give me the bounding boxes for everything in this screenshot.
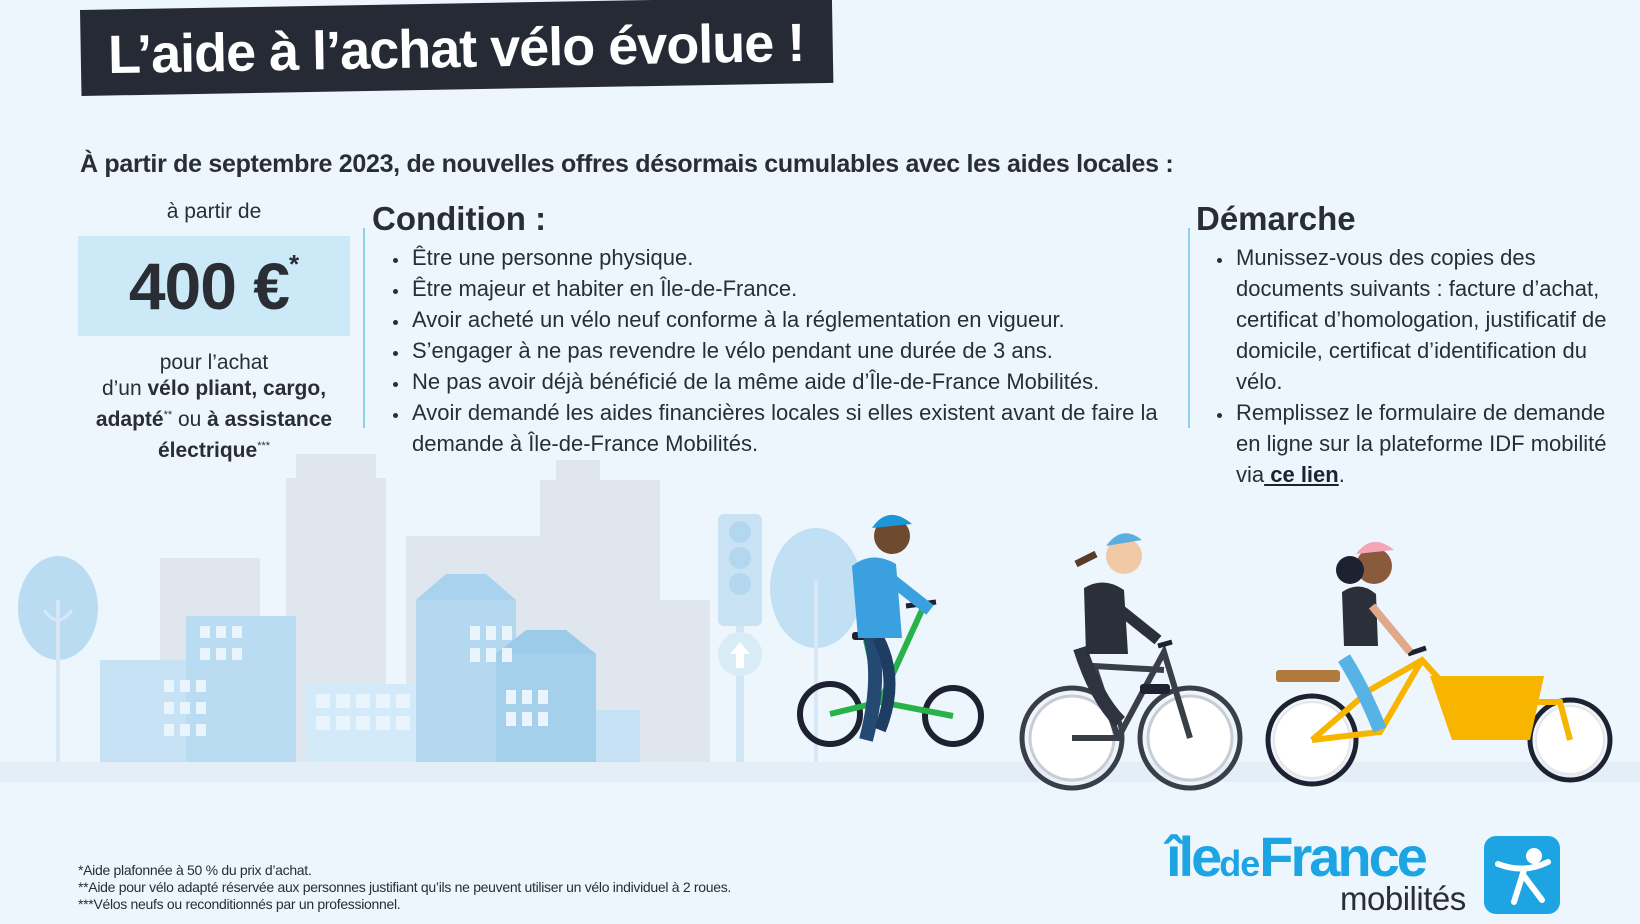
footnotes	[78, 862, 731, 913]
city-bike-illustration	[0, 440, 1640, 800]
list-item: • Être majeur et habiter en Île-de-France.	[410, 273, 1210, 304]
list-item: • Munissez-vous des copies des documents suivants : facture d’achat, certificat d’homologation, justificatif de domicile, certificat d’identification du vélo.	[1234, 242, 1634, 397]
offer-electric: électrique	[157, 439, 258, 462]
demarche-item2-end: .	[1338, 462, 1345, 487]
price-amount: 400 €	[128, 249, 290, 323]
list-item: • Ne pas avoir déjà bénéficié de la même aide d’Île-de-France Mobilités.	[410, 366, 1210, 397]
price-asterisk: *	[289, 248, 300, 279]
offer-bike-types: vélo pliant, cargo,	[147, 377, 327, 400]
logo-subtitle: mobilités	[1340, 880, 1466, 917]
idf-mobilites-logo	[1166, 825, 1566, 920]
page-title: L’aide à l’achat vélo évolue !	[107, 12, 805, 86]
demarche-heading: Démarche	[1196, 200, 1356, 237]
intro-text: À partir de septembre 2023, de nouvelles offres désormais cumulables avec les aides locales :	[80, 150, 1174, 178]
logo-part-ile: île	[1166, 825, 1220, 888]
logo-part-france: France	[1259, 825, 1425, 888]
footnote-mark-2: **	[163, 409, 173, 421]
offer-adapted: adapté	[95, 408, 164, 431]
logo-part-de: de	[1219, 843, 1260, 884]
condition-heading: Condition :	[372, 200, 547, 237]
offer-desc-or: ou	[172, 408, 208, 431]
traffic-light	[718, 514, 762, 762]
footnote-1: *Aide plafonnée à 50 % du prix d’achat.	[78, 862, 312, 878]
list-item: • Avoir demandé les aides financières locales si elles existent avant de faire la demande à Île-de-France Mobilités.	[410, 397, 1210, 459]
footnote-3: ***Vélos neufs ou reconditionnés par un professionnel.	[78, 896, 401, 912]
person-pictogram-icon	[1484, 836, 1560, 914]
application-link[interactable]: ce lien	[1264, 462, 1339, 487]
ground-strip	[0, 762, 1640, 782]
offer-desc-prefix: d’un	[101, 377, 148, 400]
footnote-2: **Aide pour vélo adapté réservée aux personnes justifiant qu’ils ne peuvent utiliser un vélo individuel à 2 roues.	[78, 879, 732, 895]
rider-electric-bike	[1022, 533, 1240, 788]
list-item: • Être une personne physique.	[410, 242, 1210, 273]
rider-cargo-bike	[1268, 542, 1610, 784]
offer-from-label: à partir de	[166, 200, 262, 223]
tree-right	[770, 528, 862, 762]
tree-left	[18, 556, 98, 762]
offer-assist: à assistance	[207, 408, 333, 431]
footnote-mark-3: ***	[257, 440, 271, 452]
list-item: • S’engager à ne pas revendre le vélo pendant une durée de 3 ans.	[410, 335, 1210, 366]
condition-list	[388, 242, 1210, 459]
divider-left	[363, 228, 365, 428]
price-box	[78, 236, 350, 336]
offer-panel	[78, 200, 350, 464]
list-item: • Avoir acheté un vélo neuf conforme à la réglementation en vigueur.	[410, 304, 1210, 335]
demarche-item2-text: Remplissez le formulaire de demande en ligne sur la plateforme IDF mobilité via	[1236, 400, 1607, 487]
offer-desc-line1: pour l’achat	[159, 351, 269, 374]
